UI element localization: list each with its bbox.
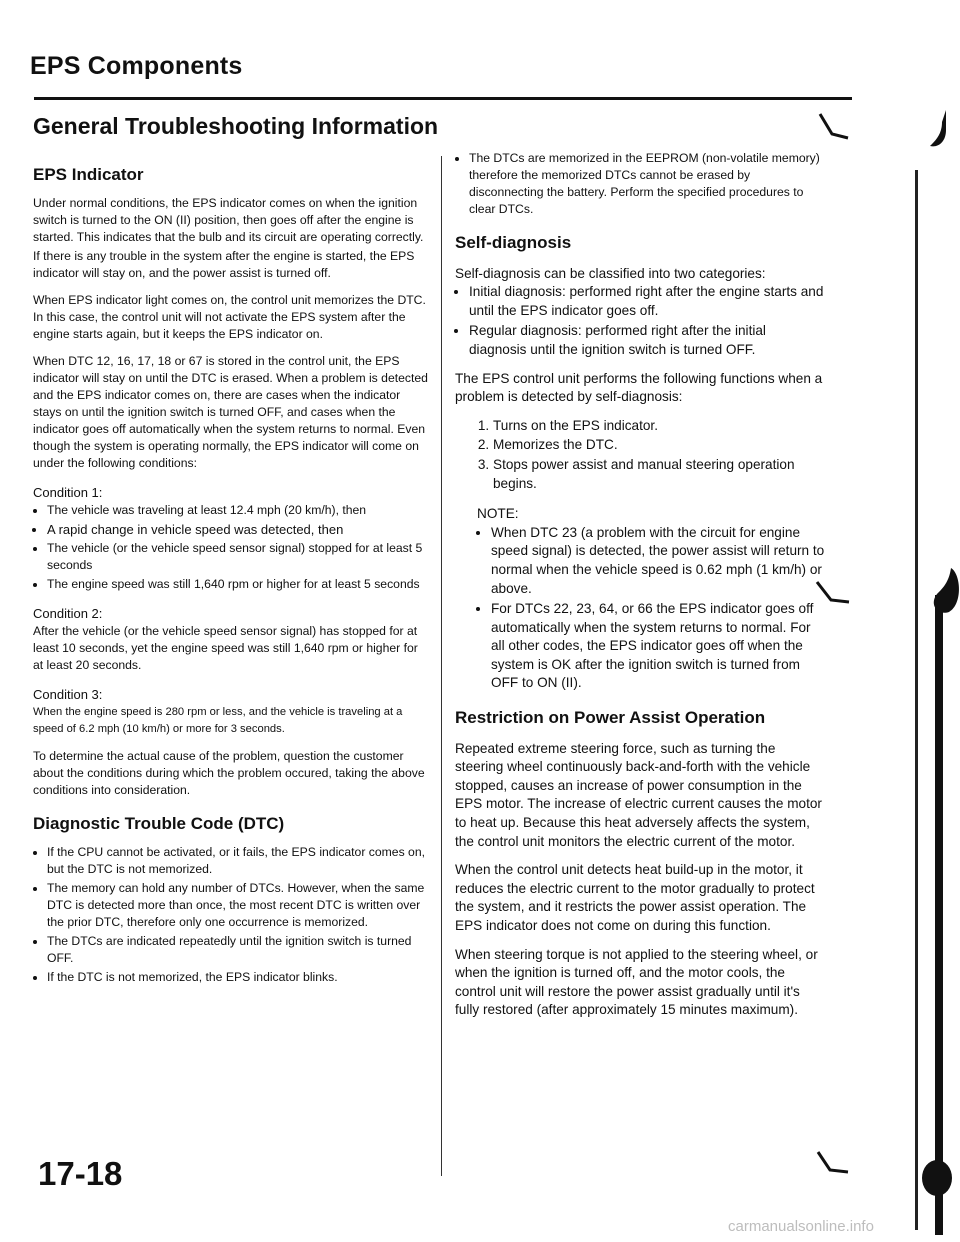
- paragraph: Under normal conditions, the EPS indicator comes on when the ignition switch is turned to the ON (II) position, then goes off after the engine is started. This indicates that the bulb and its circuit are operating correctly.: [33, 196, 424, 244]
- functions-intro: The EPS control unit performs the following functions when a problem is detected by self-diagnosis:: [455, 370, 823, 405]
- self-diagnosis-heading: Self-diagnosis: [455, 233, 572, 252]
- corner-tab-mark: [815, 560, 960, 630]
- list-item: • If the DTC is not memorized, the EPS indicator blinks.: [47, 969, 431, 986]
- list-item: • The memory can hold any number of DTCs. However, when the same DTC is detected more than once, the most recent DTC is written over the prior DTC, therefore only one occurrence is memorized.: [47, 880, 431, 931]
- condition-3-text: When the engine speed is 280 rpm or less, and the vehicle is traveling at a speed of 6.2 mph (10 km/h) or more for 3 seconds.: [33, 706, 403, 735]
- self-diagnosis-list: [455, 283, 827, 359]
- condition-2-text: After the vehicle (or the vehicle speed sensor signal) has stopped for at least 10 seconds, yet the engine speed was still 1,640 rpm or higher for at least 20 seconds.: [33, 624, 418, 672]
- list-item: • Initial diagnosis: performed right after the engine starts and until the EPS indicator goes off.: [469, 283, 827, 320]
- header-rule: [34, 97, 852, 100]
- condition-1-label: Condition 1:: [33, 485, 103, 500]
- paragraph: When steering torque is not applied to the steering wheel, or when the ignition is turned off, and the motor cools, the control unit will restore the power assist gradually until it's fully restored (after approximately 15 minutes maximum).: [455, 946, 818, 1018]
- condition-2-label: Condition 2:: [33, 606, 103, 621]
- condition-1-list: [33, 502, 431, 593]
- eeprom-list: [455, 150, 827, 218]
- restriction-heading: Restriction on Power Assist Operation: [455, 708, 766, 728]
- list-item: • When DTC 23 (a problem with the circuit for engine speed signal) is detected, the power assist will return to normal when the vehicle speed is 0.62 mph (1 km/h) or above.: [491, 524, 827, 598]
- section-title: General Troubleshooting Information: [33, 113, 439, 139]
- functions-list: [455, 417, 827, 493]
- left-column: [33, 150, 431, 996]
- paragraph: When DTC 12, 16, 17, 18 or 67 is stored in the control unit, the EPS indicator will stay on until the DTC is erased. When a problem is detected and the EPS indicator comes on, there are cases when the indicator stays on until the ignition switch is turned OFF, and cases when the indicator goes off automatically when the system returns to normal. Even though the system is operating normally, the EPS indicator will come on under the following conditions:: [33, 354, 428, 470]
- binding-edge-line: [915, 170, 918, 1230]
- eps-indicator-heading: EPS Indicator: [33, 165, 144, 184]
- paragraph: When EPS indicator light comes on, the control unit memorizes the DTC. In this case, the control unit will not activate the EPS system after the engine starts again, but it keeps the EPS indicator on.: [33, 293, 426, 341]
- paragraph: When the control unit detects heat build-up in the motor, it reduces the electric current to the motor gradually to protect the system, and it restricts the power assist operation. The EPS indicator does not come on during this function.: [455, 862, 815, 933]
- corner-tab-mark: [818, 108, 960, 172]
- page-title: EPS Components: [30, 52, 243, 80]
- dtc-heading: Diagnostic Trouble Code (DTC): [33, 814, 285, 833]
- self-diagnosis-intro: Self-diagnosis can be classified into two categories:: [455, 265, 766, 281]
- list-item: • The DTCs are memorized in the EEPROM (non-volatile memory) therefore the memorized DTCs cannot be erased by disconnecting the battery. Perform the specified procedures to clear DTCs.: [469, 150, 827, 218]
- list-item: • The vehicle was traveling at least 12.4 mph (20 km/h), then: [47, 502, 431, 519]
- list-item: • If the CPU cannot be activated, or it fails, the EPS indicator comes on, but the DTC is not memorized.: [47, 844, 431, 878]
- corner-tab-mark: [812, 1132, 960, 1212]
- watermark: carmanualsonline.info: [728, 1218, 874, 1235]
- paragraph: Repeated extreme steering force, such as turning the steering wheel continuously back-and-forth with the vehicle stopped, causes an increase of power consumption in the EPS motor. The increase of electric current causes the motor to heat up. Because this heat adversely affects the system, the control unit monitors the electric current of the motor.: [455, 740, 822, 849]
- note-label: NOTE:: [477, 506, 519, 522]
- page-number: 17-18: [38, 1155, 123, 1192]
- column-divider: [441, 156, 442, 1176]
- dtc-list: [33, 844, 431, 986]
- list-item: • The DTCs are indicated repeatedly until the ignition switch is turned OFF.: [47, 933, 431, 967]
- list-item: 1. Turns on the EPS indicator.: [493, 417, 827, 436]
- condition-3-label: Condition 3:: [33, 687, 103, 702]
- list-item: • A rapid change in vehicle speed was detected, then: [47, 521, 431, 538]
- right-column: [455, 150, 827, 1030]
- list-item: 3. Stops power assist and manual steering operation begins.: [493, 456, 827, 493]
- paragraph: To determine the actual cause of the problem, question the customer about the conditions during which the problem occured, taking the above conditions into consideration.: [33, 749, 425, 797]
- list-item: • The engine speed was still 1,640 rpm or higher for at least 5 seconds: [47, 576, 431, 593]
- paragraph: If there is any trouble in the system after the engine is started, the EPS indicator will stay on, and the power assist is turned off.: [33, 249, 415, 280]
- list-item: • The vehicle (or the vehicle speed sensor signal) stopped for at least 5 seconds: [47, 540, 431, 574]
- list-item: • For DTCs 22, 23, 64, or 66 the EPS indicator goes off automatically when the system returns to normal. For all other codes, the EPS indicator goes off when the system is OK after the ignition switch is turned from OFF to ON (II).: [491, 600, 827, 693]
- note-list: [455, 524, 827, 693]
- list-item: 2. Memorizes the DTC.: [493, 436, 827, 455]
- list-item: • Regular diagnosis: performed right after the initial diagnosis until the ignition switch is turned OFF.: [469, 322, 827, 359]
